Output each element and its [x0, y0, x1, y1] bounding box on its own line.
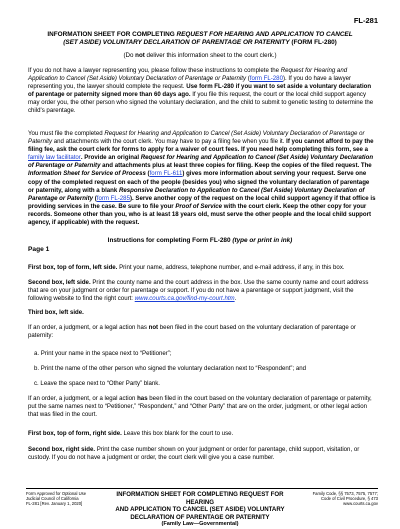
- form-number: FL-281: [353, 16, 378, 25]
- footer-divider: [26, 488, 378, 489]
- text: Print your name, address, telephone number, and e-mail address, if any, in this box.: [117, 264, 345, 271]
- footer-text: FL-281 [Rev. January 1, 2020]: [26, 501, 83, 506]
- text: First box, top of form, right side.: [28, 430, 122, 437]
- form-fl611-link[interactable]: form FL-611: [149, 170, 183, 178]
- text: and attachments with the court clerk. You may have to pay a filing fee when you file it.: [52, 138, 287, 146]
- footer-text: Family Code, §§ 7573, 7575, 7577;: [312, 491, 378, 496]
- text: been filed in the court based on the voluntary declaration of parentage or paternity:: [28, 324, 356, 340]
- note-text: not: [135, 52, 145, 59]
- footer-subtitle: (Family Law—Governmental): [161, 521, 239, 528]
- text: .: [234, 295, 237, 303]
- third-box-label: [28, 309, 376, 317]
- text: Responsive Declaration to Application to Cancel (Set Aside) Voluntary Declaration of Parentage or Paternity: [28, 186, 365, 202]
- text: (: [93, 194, 97, 202]
- family-law-facilitator-link[interactable]: family law facilitator: [28, 154, 81, 162]
- find-my-court-link[interactable]: www.courts.ca.gov/find-my-court.htm: [134, 295, 235, 303]
- list-item: b. Print the name of the other person who signed the voluntary declaration next to “Respondent”; and: [34, 365, 307, 372]
- text: ). If you do have a lawyer representing you, the lawyer should complete the request.: [28, 75, 352, 91]
- first-box-instruction: [28, 264, 376, 272]
- text: Request for Hearing and Application to Cancel (Set Aside) Voluntary Declaration of Parentage or Paternity: [28, 130, 365, 146]
- list-item: c. Leave the space next to “Other Party” blank.: [34, 380, 161, 387]
- title-part: (SET ASIDE) VOLUNTARY DECLARATION OF PARENTAGE OR PATERNITY: [63, 39, 290, 46]
- text: Request for Hearing and Application to Cancel (Set Aside) Voluntary Declaration of Parentage or Paternity: [28, 67, 348, 83]
- text: If an order, a judgment, or a legal action: [28, 395, 138, 402]
- footer-citations: [308, 491, 378, 506]
- note-text: deliver this information sheet to the court clerk.): [144, 52, 277, 59]
- second-box-right-instruction: [28, 446, 376, 462]
- text: If an order, a judgment, or a legal action has: [28, 324, 149, 331]
- text: Request for Hearing and Application to Cancel (Set Aside) Voluntary Declaration of Parentage or Paternity: [28, 154, 374, 170]
- title-part: (FORM FL-280): [289, 39, 337, 46]
- text: Third box, left side.: [28, 309, 84, 316]
- text: Information Sheet for Service of Process: [28, 170, 146, 178]
- document-title: [28, 31, 372, 47]
- text: Use form FL-280 if you want to set aside a voluntary declaration of parentage or paternity signed more than 60 days ago.: [28, 83, 372, 99]
- list-item: a. Print your name in the space next to “Petitioner”;: [34, 350, 172, 357]
- text: (: [145, 170, 150, 178]
- delivery-note: [28, 52, 372, 59]
- text: been filed in the court based on the voluntary declaration of parentage or paternity, put the same names next to “Petitioner,” “Respondent,” and “Other Party” that are on the order, judgment, or other legal action that was filed in the court.: [28, 395, 372, 419]
- text: has: [137, 395, 148, 402]
- text: If you do not have a lawyer representing you, please follow these instructions to complete the: [28, 67, 281, 74]
- text: Second box, right side.: [28, 446, 96, 453]
- title-part: INFORMATION SHEET FOR COMPLETING: [47, 31, 177, 38]
- text: ). Serve another copy of the request on the local child support agency if that office is providing services in the case. Be sure to file your: [28, 194, 376, 210]
- text: Second box, left side.: [28, 279, 91, 286]
- text: Print the case number shown on your judgment or order for parentage, child support, visitation, or custody. If you do not have a judgment or order, the court clerk will give you a case number.: [28, 446, 360, 462]
- text: (type or print in ink): [232, 237, 293, 244]
- second-box-instruction: [28, 279, 376, 303]
- instructions-heading: [28, 237, 372, 244]
- text: Print the county name and the court address in the box. Use the same county name and court address that are on your judgment or order for parentage or support. If you do not have a parentage or support judgment, visit the following website to find the right court:: [28, 279, 369, 303]
- text: . Provide an original: [80, 154, 141, 162]
- courts-website-link[interactable]: www.courts.ca.gov: [343, 501, 378, 506]
- text: If you file this request, the court or the local child support agency may order you, the other person who signed the voluntary declaration, and the child to submit to genetic testing to determine the child's parentage.: [28, 91, 374, 115]
- footer-approval: [26, 491, 98, 506]
- footer-text: AND APPLICATION TO CANCEL (SET ASIDE) VOLUNTARY: [115, 506, 285, 514]
- third-box-outro: [28, 395, 376, 419]
- intro-paragraph: [28, 67, 376, 116]
- page-label: Page 1: [28, 246, 50, 253]
- footer-text: Code of Civil Procedure, § 473: [320, 496, 378, 501]
- text: Instructions for completing Form FL-280: [107, 237, 233, 244]
- text: (: [246, 75, 250, 83]
- filing-paragraph: [28, 130, 376, 227]
- text: First box, top of form, left side.: [28, 264, 118, 271]
- third-box-intro: [28, 324, 376, 340]
- first-box-right-instruction: [28, 430, 376, 438]
- form-fl285-link[interactable]: form FL-285: [96, 194, 130, 202]
- footer-text: DECLARATION OF PARENTAGE OR PATERNITY: [130, 513, 270, 521]
- text: and attachments plus at least three copies for filing. Keep the copies of the filed request. The: [100, 162, 372, 170]
- text: ) gives more information about serving your request. Serve one copy of the completed request on each of the people (besides you) who signed the voluntary declaration of parentage or paternity, along with a blank: [28, 170, 370, 194]
- text: not: [148, 324, 159, 331]
- footer-title: [102, 491, 298, 529]
- text: If you cannot afford to pay the filing fee, ask the court clerk for forms to apply for a waiver of court fees. If you need help completing this form, see a: [28, 138, 374, 154]
- note-text: (Do: [123, 52, 136, 59]
- title-part: REQUEST FOR HEARING AND APPLICATION TO CANCEL: [176, 31, 353, 38]
- text: You must file the completed: [28, 130, 105, 137]
- text: Proof of Service: [175, 202, 223, 210]
- footer-text: Judicial Council of California: [26, 496, 79, 501]
- form-fl280-link[interactable]: form FL-280: [249, 75, 283, 83]
- text: Leave this box blank for the court to use.: [121, 430, 234, 437]
- footer-text: INFORMATION SHEET FOR COMPLETING REQUEST FOR HEARING: [116, 491, 284, 506]
- footer-text: Form Approved for Optional Use: [26, 491, 87, 496]
- text: with the court clerk. Keep the other copy for your records. Someone other than you, who is at least 18 years old, must serve the other people and the local child support agency, if applicable) with the request.: [28, 202, 372, 227]
